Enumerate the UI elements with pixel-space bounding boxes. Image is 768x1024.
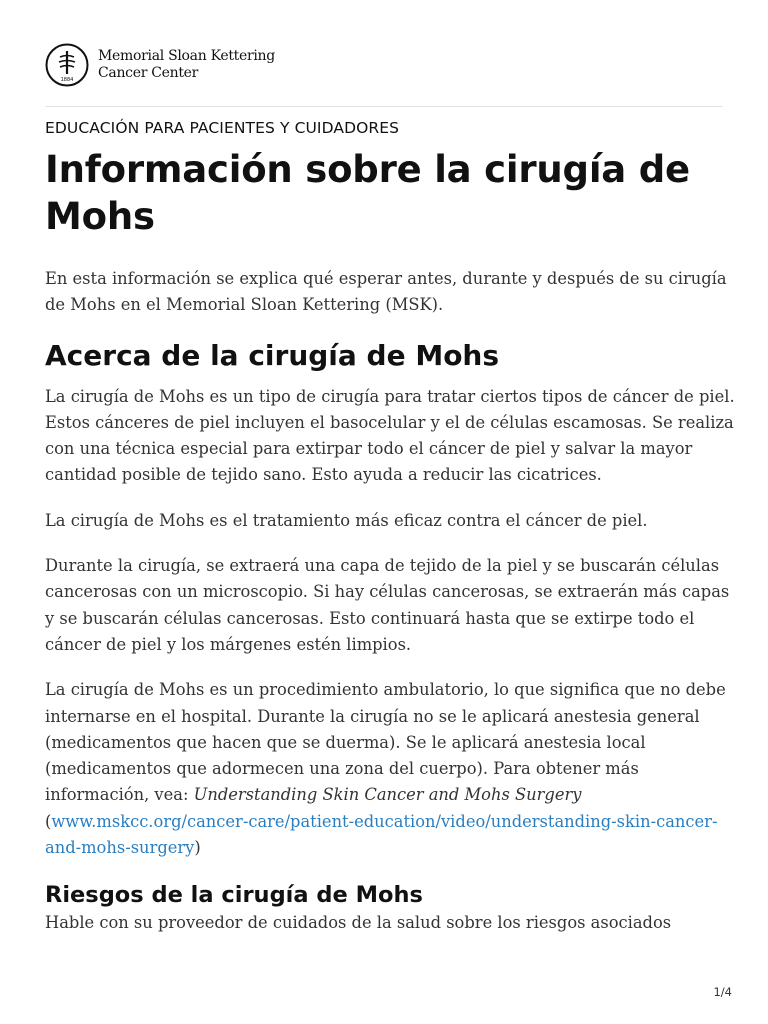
about-paragraph-4 bbox=[45, 677, 735, 861]
about-paragraph-3: Durante la cirugía, se extraerá una capa de tejido de la piel y se buscarán células cancerosas con un microscopio. Si hay células cancerosas, se extraerán más capas y se buscarán células cancerosas. Esto continuará hasta que se extirpe todo el cáncer de piel y los márgenes estén limpios. bbox=[45, 556, 730, 654]
logo-year: 1884 bbox=[60, 77, 74, 83]
link-open-paren: ( bbox=[45, 811, 52, 831]
about-paragraph-4-text: La cirugía de Mohs es un procedimiento ambulatorio, lo que significa que no debe internarse en el hospital. Durante la cirugía no se le aplicará anestesia general (medicamentos que hacen que se duerma). Se le aplicará anestesia local (medicamentos que adormecen una zona del cuerpo). Para obtener más información, vea: bbox=[45, 680, 726, 805]
brand-header bbox=[45, 40, 275, 90]
org-name bbox=[98, 48, 275, 82]
org-name-line2: Cancer Center bbox=[98, 65, 199, 81]
link-close-paren: ) bbox=[194, 838, 201, 858]
section-heading-risks: Riesgos de la cirugía de Mohs bbox=[45, 882, 423, 909]
about-paragraph-1: La cirugía de Mohs es un tipo de cirugía para tratar ciertos tipos de cáncer de piel. Estos cánceres de piel incluyen el basocelular y el de células escamosas. Se realiza con una técnica especial para extirpar todo el cáncer de piel y salvar la mayor cantidad posible de tejido sano. Esto ayuda a reducir las cicatrices. bbox=[45, 386, 735, 485]
section-heading-about: Acerca de la cirugía de Mohs bbox=[45, 338, 500, 372]
header-divider bbox=[45, 106, 723, 107]
video-title: Understanding Skin Cancer and Mohs Surgery bbox=[193, 785, 582, 805]
about-paragraph-2: La cirugía de Mohs es el tratamiento más eficaz contra el cáncer de piel. bbox=[45, 510, 648, 530]
eyebrow-label: EDUCACIÓN PARA PACIENTES Y CUIDADORES bbox=[45, 119, 400, 137]
page-title: Información sobre la cirugía de Mohs bbox=[45, 148, 690, 238]
page-number: 1/4 bbox=[713, 985, 732, 999]
video-link[interactable]: www.mskcc.org/cancer-care/patient-education/video/understanding-skin-cancer-and-mohs-surgery bbox=[45, 811, 718, 858]
risks-paragraph-1: Hable con su proveedor de cuidados de la salud sobre los riesgos asociados bbox=[45, 913, 672, 933]
msk-logo-icon bbox=[45, 43, 89, 87]
org-name-line1: Memorial Sloan Kettering bbox=[98, 48, 275, 64]
intro-paragraph: En esta información se explica qué esperar antes, durante y después de su cirugía de Mohs en el Memorial Sloan Kettering (MSK). bbox=[45, 269, 727, 315]
document-body bbox=[45, 144, 735, 937]
